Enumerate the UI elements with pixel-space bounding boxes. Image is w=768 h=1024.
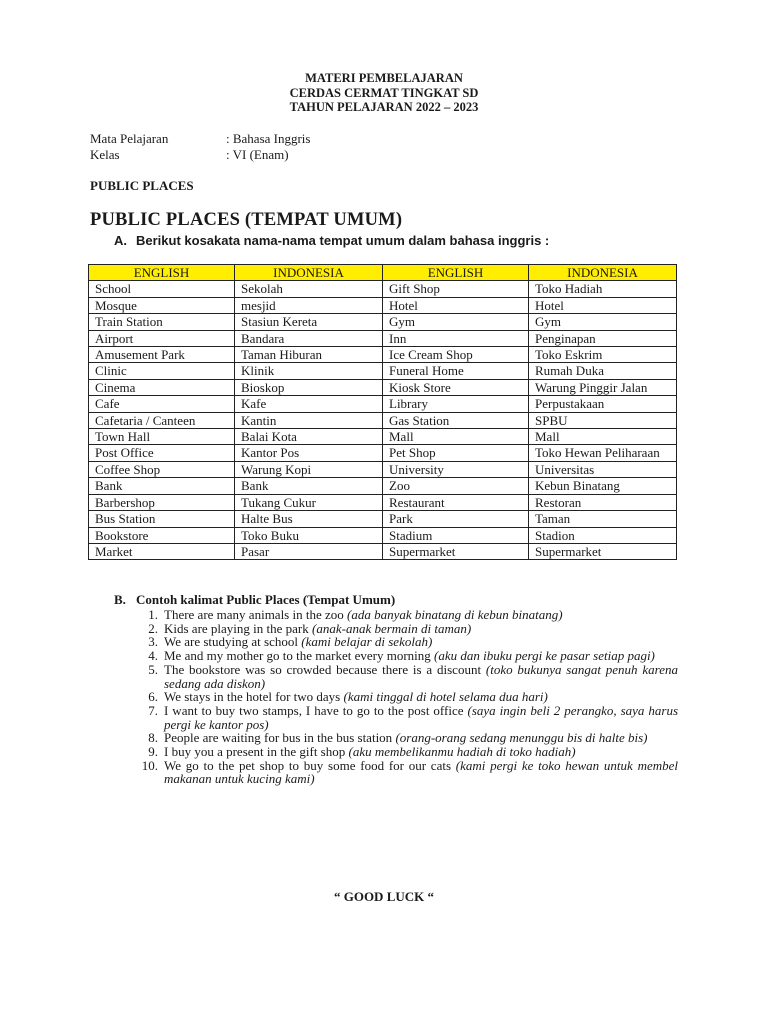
table-cell: Taman Hiburan bbox=[235, 347, 383, 363]
table-cell: Penginapan bbox=[529, 330, 677, 346]
table-cell: Warung Kopi bbox=[235, 461, 383, 477]
vocabulary-table bbox=[88, 264, 677, 560]
list-item bbox=[100, 663, 678, 690]
table-cell: School bbox=[89, 281, 235, 297]
table-cell: Bus Station bbox=[89, 511, 235, 527]
table-cell: University bbox=[383, 461, 529, 477]
meta-subject-key: Mata Pelajaran bbox=[90, 131, 169, 146]
table-cell: Library bbox=[383, 396, 529, 412]
table-cell: Restaurant bbox=[383, 494, 529, 510]
meta-class-value: : VI (Enam) bbox=[226, 147, 289, 162]
example-sentences-list bbox=[100, 608, 678, 786]
sentence-translation: (anak-anak bermain di taman) bbox=[312, 620, 472, 636]
table-cell: Inn bbox=[383, 330, 529, 346]
table-cell: Post Office bbox=[89, 445, 235, 461]
sentence-english: I want to buy two stamps, I have to go to the post office bbox=[164, 702, 464, 718]
meta-class-key: Kelas bbox=[90, 147, 120, 162]
document-meta bbox=[90, 131, 310, 163]
sentence-translation: (kami belajar di sekolah) bbox=[301, 634, 433, 650]
header-line-1: MATERI PEMBELAJARAN bbox=[305, 71, 463, 85]
list-item bbox=[100, 704, 678, 731]
table-cell: Restoran bbox=[529, 494, 677, 510]
table-cell: Perpustakaan bbox=[529, 396, 677, 412]
list-item bbox=[100, 635, 678, 649]
header-indonesia-2: INDONESIA bbox=[529, 265, 677, 281]
table-cell: Kiosk Store bbox=[383, 379, 529, 395]
list-item-text bbox=[164, 649, 678, 663]
section-b-text: Contoh kalimat Public Places (Tempat Umum) bbox=[136, 592, 396, 607]
table-row bbox=[89, 330, 677, 346]
table-row bbox=[89, 478, 677, 494]
sentence-english: We go to the pet shop to buy some food for our cats bbox=[164, 757, 452, 773]
table-cell: Universitas bbox=[529, 461, 677, 477]
list-item-number: 3. bbox=[148, 634, 158, 650]
table-cell: Taman bbox=[529, 511, 677, 527]
meta-subject bbox=[90, 131, 310, 147]
sentence-english: Kids are playing in the park bbox=[164, 620, 309, 636]
sentence-english: The bookstore was so crowded because there is a discount bbox=[164, 661, 482, 677]
sentence-translation: (aku membelikanmu hadiah di toko hadiah) bbox=[348, 744, 576, 760]
list-item-number: 2. bbox=[148, 620, 158, 636]
document-header bbox=[0, 71, 768, 115]
table-cell: Stadion bbox=[529, 527, 677, 543]
list-item-text bbox=[164, 731, 678, 745]
table-cell: Funeral Home bbox=[383, 363, 529, 379]
table-cell: Bank bbox=[89, 478, 235, 494]
table-row bbox=[89, 363, 677, 379]
list-item bbox=[100, 608, 678, 622]
list-item-text bbox=[164, 759, 678, 786]
table-cell: Toko Hewan Peliharaan bbox=[529, 445, 677, 461]
table-cell: Gift Shop bbox=[383, 281, 529, 297]
table-cell: Sekolah bbox=[235, 281, 383, 297]
table-cell: Balai Kota bbox=[235, 429, 383, 445]
table-cell: Airport bbox=[89, 330, 235, 346]
meta-class bbox=[90, 147, 310, 163]
table-row bbox=[89, 511, 677, 527]
list-item-text bbox=[164, 622, 678, 636]
list-item-number: 1. bbox=[148, 607, 158, 622]
table-cell: Supermarket bbox=[529, 543, 677, 559]
list-item-number: 7. bbox=[148, 702, 158, 718]
table-row bbox=[89, 347, 677, 363]
topic-label: PUBLIC PLACES bbox=[90, 178, 194, 193]
table-row bbox=[89, 379, 677, 395]
table-cell: Town Hall bbox=[89, 429, 235, 445]
table-body bbox=[89, 281, 677, 560]
table-cell: Clinic bbox=[89, 363, 235, 379]
table-cell: mesjid bbox=[235, 297, 383, 313]
meta-subject-value: : Bahasa Inggris bbox=[226, 131, 311, 146]
table-cell: Halte Bus bbox=[235, 511, 383, 527]
table-row bbox=[89, 494, 677, 510]
table-cell: Coffee Shop bbox=[89, 461, 235, 477]
table-cell: Gym bbox=[383, 314, 529, 330]
table-cell: Bandara bbox=[235, 330, 383, 346]
sentence-translation: (toko bukunya sangat penuh karena sedang ada diskon) bbox=[164, 661, 678, 691]
header-english-2: ENGLISH bbox=[383, 265, 529, 281]
list-item-text bbox=[164, 745, 678, 759]
table-cell: Hotel bbox=[529, 297, 677, 313]
table-row bbox=[89, 412, 677, 428]
table-row bbox=[89, 461, 677, 477]
list-item bbox=[100, 649, 678, 663]
section-a-heading bbox=[114, 233, 549, 248]
table-cell: Cafe bbox=[89, 396, 235, 412]
table-row bbox=[89, 314, 677, 330]
section-a-text: Berikut kosakata nama-nama tempat umum dalam bahasa inggris : bbox=[136, 233, 550, 248]
table-cell: Toko Eskrim bbox=[529, 347, 677, 363]
list-item-text bbox=[164, 608, 678, 622]
list-item bbox=[100, 745, 678, 759]
list-item-text bbox=[164, 690, 678, 704]
list-item bbox=[100, 731, 678, 745]
table-cell: Toko Hadiah bbox=[529, 281, 677, 297]
sentence-translation: (aku dan ibuku pergi ke pasar setiap pagi) bbox=[434, 648, 655, 664]
table-cell: Train Station bbox=[89, 314, 235, 330]
table-cell: Kantin bbox=[235, 412, 383, 428]
sentence-english: I buy you a present in the gift shop bbox=[164, 744, 346, 760]
table-row bbox=[89, 429, 677, 445]
list-item bbox=[100, 622, 678, 636]
sentence-translation: (kami tinggal di hotel selama dua hari) bbox=[343, 689, 548, 705]
table-cell: Mall bbox=[383, 429, 529, 445]
list-item bbox=[100, 690, 678, 704]
table-row bbox=[89, 297, 677, 313]
table-cell: Bookstore bbox=[89, 527, 235, 543]
list-item-number: 4. bbox=[148, 648, 158, 664]
list-item-number: 5. bbox=[148, 661, 158, 677]
table-row bbox=[89, 281, 677, 297]
sentence-english: We stays in the hotel for two days bbox=[164, 689, 341, 705]
table-cell: Pet Shop bbox=[383, 445, 529, 461]
page-title: PUBLIC PLACES (TEMPAT UMUM) bbox=[90, 210, 403, 230]
table-cell: Warung Pinggir Jalan bbox=[529, 379, 677, 395]
table-cell: Hotel bbox=[383, 297, 529, 313]
sentence-translation: (ada banyak binatang di kebun binatang) bbox=[347, 607, 563, 622]
sentence-translation: (orang-orang sedang menunggu bis di halte bis) bbox=[395, 730, 648, 746]
table-cell: Cafetaria / Canteen bbox=[89, 412, 235, 428]
table-row bbox=[89, 445, 677, 461]
list-item-number: 9. bbox=[148, 744, 158, 760]
list-item-number: 6. bbox=[148, 689, 158, 705]
list-item-text bbox=[164, 704, 678, 731]
section-b-label: B. bbox=[114, 592, 126, 607]
table-cell: Barbershop bbox=[89, 494, 235, 510]
header-line-3: TAHUN PELAJARAN 2022 – 2023 bbox=[289, 100, 479, 114]
good-luck-footer: “ GOOD LUCK “ bbox=[333, 889, 435, 904]
table-cell: Toko Buku bbox=[235, 527, 383, 543]
table-cell: SPBU bbox=[529, 412, 677, 428]
table-cell: Gas Station bbox=[383, 412, 529, 428]
list-item-number: 10. bbox=[141, 757, 158, 773]
table-cell: Park bbox=[383, 511, 529, 527]
sentence-english: There are many animals in the zoo bbox=[164, 607, 344, 622]
table-cell: Mall bbox=[529, 429, 677, 445]
sentence-english: Me and my mother go to the market every morning bbox=[164, 648, 431, 664]
sentence-english: People are waiting for bus in the bus station bbox=[164, 730, 393, 746]
sentence-translation: (kami pergi ke toko hewan untuk membel makanan untuk kucing kami) bbox=[164, 757, 678, 787]
sentence-translation: (saya ingin beli 2 perangko, saya harus pergi ke kantor pos) bbox=[164, 702, 679, 732]
table-cell: Bioskop bbox=[235, 379, 383, 395]
table-cell: Stadium bbox=[383, 527, 529, 543]
sentence-english: We are studying at school bbox=[164, 634, 298, 650]
table-cell: Stasiun Kereta bbox=[235, 314, 383, 330]
list-item bbox=[100, 759, 678, 786]
table-cell: Kantor Pos bbox=[235, 445, 383, 461]
table-cell: Zoo bbox=[383, 478, 529, 494]
table-cell: Tukang Cukur bbox=[235, 494, 383, 510]
table-cell: Rumah Duka bbox=[529, 363, 677, 379]
section-b-heading bbox=[114, 592, 395, 608]
table-cell: Supermarket bbox=[383, 543, 529, 559]
list-item-number: 8. bbox=[148, 730, 158, 746]
header-indonesia-1: INDONESIA bbox=[235, 265, 383, 281]
table-cell: Kafe bbox=[235, 396, 383, 412]
header-english-1: ENGLISH bbox=[89, 265, 235, 281]
table-cell: Bank bbox=[235, 478, 383, 494]
table-cell: Mosque bbox=[89, 297, 235, 313]
table-row bbox=[89, 396, 677, 412]
list-item-text bbox=[164, 635, 678, 649]
table-cell: Pasar bbox=[235, 543, 383, 559]
table-cell: Kebun Binatang bbox=[529, 478, 677, 494]
table-row bbox=[89, 543, 677, 559]
header-line-2: CERDAS CERMAT TINGKAT SD bbox=[289, 85, 479, 100]
table-cell: Amusement Park bbox=[89, 347, 235, 363]
list-item-text bbox=[164, 663, 678, 690]
table-cell: Gym bbox=[529, 314, 677, 330]
table-cell: Market bbox=[89, 543, 235, 559]
table-row bbox=[89, 527, 677, 543]
table-header-row bbox=[89, 265, 677, 281]
table-cell: Ice Cream Shop bbox=[383, 347, 529, 363]
section-a-label: A. bbox=[114, 233, 127, 248]
table-cell: Klinik bbox=[235, 363, 383, 379]
table-cell: Cinema bbox=[89, 379, 235, 395]
